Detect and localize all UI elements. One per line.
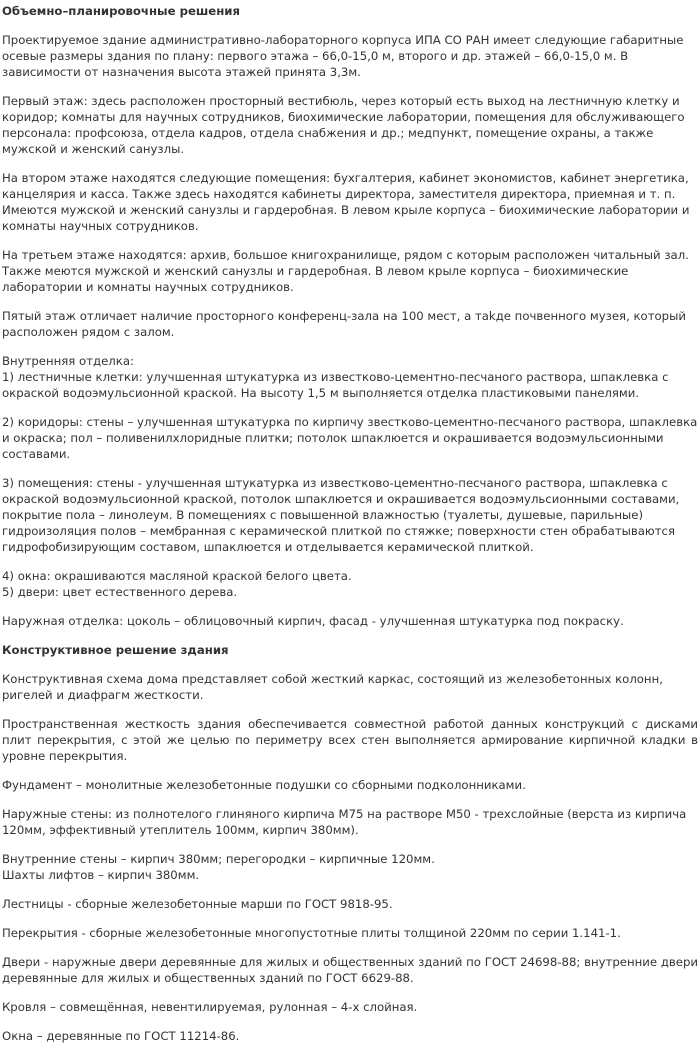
exterior-finish: Наружная отделка: цоколь – облицовочный кирпич, фасад - улучшенная штукатурка под покраску. bbox=[2, 614, 624, 628]
paragraph-doors: Двери - наружные двери деревянные для жилых и общественных зданий по ГОСТ 24698-88; внутренние двери деревянные для жилых и общественных зданий по ГОСТ 6629-88. bbox=[2, 955, 698, 985]
interior-finish-title: Внутренняя отделка: bbox=[2, 354, 134, 368]
walls-block bbox=[2, 851, 698, 883]
finish-item-corridors: 2) коридоры: стены – улучшенная штукатурка по кирпичу звестково-цементно-песчаного раствора, шпаклевка и окраска; пол – поливенилхлоридные плитки; потолок шпаклюется и окрашивается водоэмульсионными составами. bbox=[2, 415, 698, 461]
paragraph-frame: Конструктивная схема дома представляет собой жесткий каркас, состоящий из железобетонных колонн, ригелей и диафрагм жесткости. bbox=[2, 672, 663, 702]
finish-item-doors: 5) двери: цвет естественного дерева. bbox=[2, 585, 238, 599]
paragraph-first-floor: Первый этаж: здесь расположен просторный вестибюль, через который есть выход на лестничную клетку и коридор; комнаты для научных сотрудников, биохимические лаборатории, помещения для обслуживающего персонала: профсоюза, отдела кадров, отдела снабжения и др.; медпункт, помещение охраны, а также мужской и женский санузлы. bbox=[2, 94, 685, 156]
finish-windows-doors-block bbox=[2, 568, 698, 600]
paragraph-dimensions: Проектируемое здание административно-лабораторного корпуса ИПА СО РАН имеет следующие габаритные осевые размеры здания по плану: первого этажа – 66,0-15,0 м, второго и др. этажей – 66,0-15,0 м. В зависимости от назначения высота этажей принята 3,3м. bbox=[2, 33, 684, 79]
paragraph-exterior-walls: Наружные стены: из полнотелого глиняного кирпича М75 на растворе М50 - трехслойные (верста из кирпича 120мм, эффективный утеплитель 100мм, кирпич 380мм). bbox=[2, 807, 687, 837]
paragraph-floors: Перекрытия - сборные железобетонные многопустотные плиты толщиной 220мм по серии 1.141-1. bbox=[2, 926, 621, 940]
section-heading-planning: Объемно–планировочные решения bbox=[2, 4, 240, 18]
finish-item-windows: 4) окна: окрашиваются масляной краской белого цвета. bbox=[2, 569, 352, 583]
paragraph-second-floor: На втором этаже находятся следующие помещения: бухгалтерия, кабинет экономистов, кабинет энергетика, канцелярия и касса. Также здесь находятся кабинеты директора, заместителя директора, приемная и т. п. Имеются мужской и женский санузлы и гардеробная. В левом крыле корпуса – биохимические лаборатории и комнаты научных сотрудников. bbox=[2, 171, 690, 233]
section-heading-structure: Конструктивное решение здания bbox=[2, 643, 229, 657]
paragraph-third-floor: На третьем этаже находятся: архив, большое книгохранилище, рядом с которым расположен читальный зал. Также меются мужской и женский санузлы и гардеробная. В левом крыле корпуса – биохимические лаборатории и комнаты научных сотрудников. bbox=[2, 248, 689, 294]
paragraph-fifth-floor: Пятый этаж отличает наличие просторного конференц-зала на 100 мест, а таkде почвенного музея, который расположен рядом с залом. bbox=[2, 309, 686, 339]
paragraph-interior-walls: Внутренние стены – кирпич 380мм; перегородки – кирпичные 120мм. bbox=[2, 852, 435, 866]
interior-finish-block bbox=[2, 353, 698, 401]
finish-item-rooms: 3) помещения: стены - улучшенная штукатурка из известково-цементно-песчаного раствора, шпаклевка с окраской водоэмульсионной краской, потолок шпаклюется и окрашивается водоэмульсионными составами, покрытие пола – линолеум. В помещениях с повышенной влажностью (туалеты, душевые, парильные) гидроизоляция полов – мембранная с керамической плиткой по стяжке; поверхности стен обрабатываются гидрофобизирующим составом, шпаклюется и отделывается керамической плиткой. bbox=[2, 476, 680, 554]
paragraph-foundation: Фундамент – монолитные железобетонные подушки со сборными подколонниками. bbox=[2, 778, 526, 792]
finish-item-stairs: 1) лестничные клетки: улучшенная штукатурка из известково-цементно-песчаного раствора, шпаклевка с окраской водоэмульсионной краской. На высоту 1,5 м выполняется отделка пластиковыми панелями. bbox=[2, 370, 669, 400]
paragraph-windows: Окна – деревянные по ГОСТ 11214-86. bbox=[2, 1029, 240, 1043]
paragraph-elevator-shafts: Шахты лифтов – кирпич 380мм. bbox=[2, 868, 200, 882]
paragraph-roof: Кровля – совмещённая, невентилируемая, рулонная – 4-х слойная. bbox=[2, 1000, 418, 1014]
paragraph-stairs: Лестницы - сборные железобетонные марши по ГОСТ 9818-95. bbox=[2, 897, 393, 911]
paragraph-rigidity: Пространственная жесткость здания обеспечивается совместной работой данных конструкций с дисками плит перекрытия, с этой же целью по периметру всех стен выполняется армирование кирпичной кладки в уровне перекрытия. bbox=[2, 717, 698, 763]
